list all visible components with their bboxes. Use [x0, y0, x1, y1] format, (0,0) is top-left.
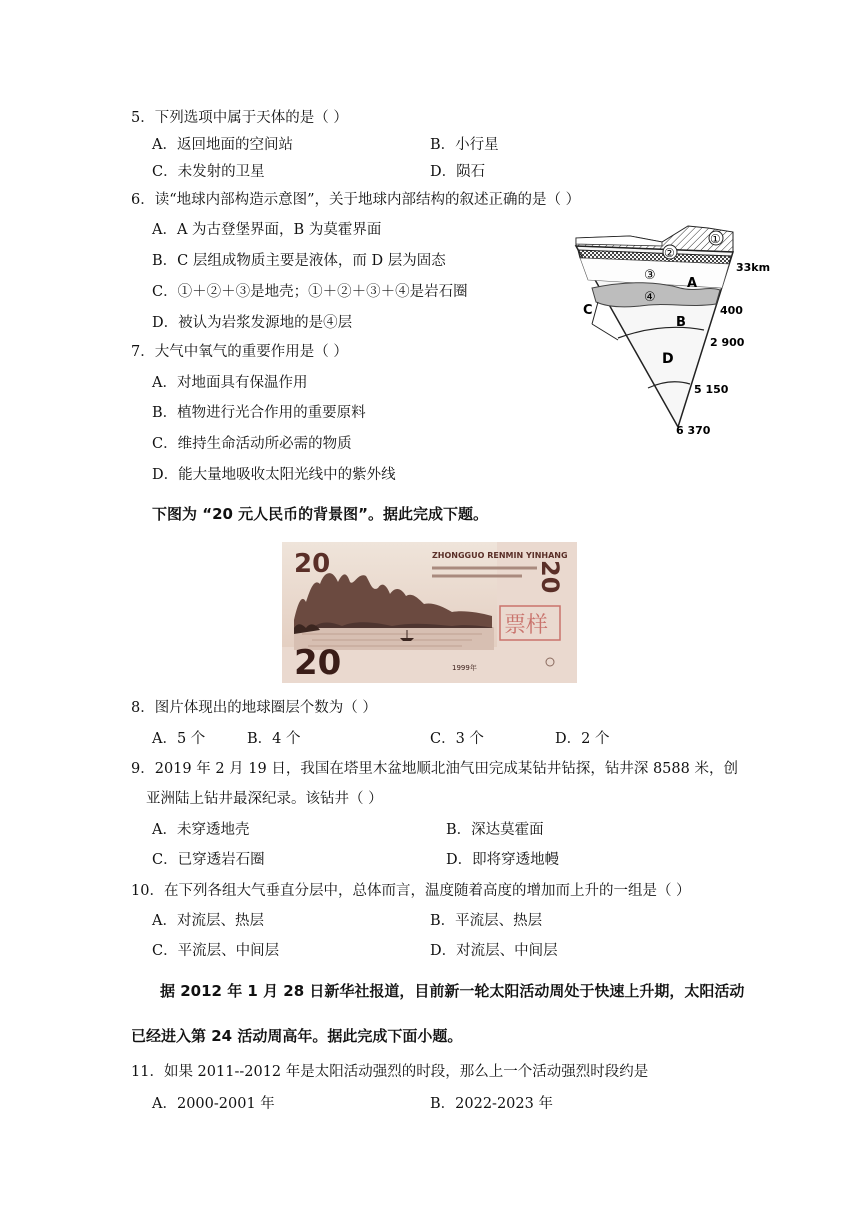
q7-stem: 7．大气中氧气的重要作用是（ ）: [131, 344, 348, 360]
q10-option-b: B．平流层、热层: [430, 913, 543, 929]
q5-option-d: D．陨石: [430, 164, 486, 180]
earth-interior-diagram: [570, 218, 780, 438]
depth-5150: 5 150: [694, 383, 729, 396]
banknote-image: [282, 542, 577, 683]
issue-year: 1999年: [452, 664, 477, 672]
q7-option-d: D．能大量地吸收太阳光线中的紫外线: [152, 467, 396, 483]
q5-option-a: A．返回地面的空间站: [152, 137, 293, 153]
depth-33km: 33km: [736, 261, 771, 274]
depth-400: 400: [720, 304, 743, 317]
q6-option-d: D．被认为岩浆发源地的是④层: [152, 315, 353, 331]
q9-option-c: C．已穿透岩石圈: [152, 852, 265, 868]
q9-stem-line1: 9．2019 年 2 月 19 日，我国在塔里木盆地顺北油气田完成某钻井钻探，钻井深 8588 米，创: [131, 761, 738, 777]
q11-option-a: A．2000-2001 年: [152, 1096, 275, 1112]
depth-2900: 2 900: [710, 336, 745, 349]
layer-1-top-white: [576, 236, 662, 246]
q8-option-c: C．3 个: [430, 731, 484, 747]
bank-name: ZHONGGUO RENMIN YINHANG: [432, 551, 568, 560]
q6-option-b: B．C 层组成物质主要是液体，而 D 层为固态: [152, 253, 446, 269]
label-a: A: [687, 276, 698, 291]
q7-option-c: C．维持生命活动所必需的物质: [152, 436, 352, 452]
q11-stem: 11．如果 2011--2012 年是太阳活动强烈的时段，那么上一个活动强烈时段约是: [131, 1064, 649, 1080]
q10-option-a: A．对流层、热层: [152, 913, 264, 929]
q6-option-c: C．①＋②＋③是地壳；①＋②＋③＋④是岩石圈: [152, 284, 468, 300]
q10-option-c: C．平流层、中间层: [152, 943, 280, 959]
solar-activity-intro-line1: 据 2012 年 1 月 28 日新华社报道，目前新一轮太阳活动周处于快速上升期，太阳活动: [160, 982, 745, 1000]
solar-activity-intro-line2: 已经进入第 24 活动周高年。据此完成下面小题。: [131, 1027, 463, 1045]
q9-option-a: A．未穿透地壳: [152, 822, 250, 838]
q7-option-a: A．对地面具有保温作用: [152, 375, 308, 391]
q10-stem: 10．在下列各组大气垂直分层中，总体而言，温度随着高度的增加而上升的一组是（ ）: [131, 883, 691, 899]
label-3: ③: [644, 268, 656, 283]
denomination-bottom: 20: [294, 643, 342, 683]
bracket-c: [592, 302, 598, 324]
q8-option-a: A．5 个: [152, 731, 206, 747]
denomination-top: 20: [294, 549, 331, 579]
label-c: C: [583, 303, 593, 318]
label-1: ①: [710, 232, 721, 246]
q9-option-d: D．即将穿透地幔: [446, 852, 560, 868]
banknote-intro: 下图为 “20 元人民币的背景图”。据此完成下题。: [152, 505, 489, 523]
q6-stem: 6．读“地球内部构造示意图”，关于地球内部结构的叙述正确的是（ ）: [131, 192, 581, 208]
q11-option-b: B．2022-2023 年: [430, 1096, 553, 1112]
label-4: ④: [644, 290, 656, 305]
denomination-right: 20: [536, 560, 564, 594]
q6-option-a: A．A 为古登堡界面，B 为莫霍界面: [152, 222, 382, 238]
q9-option-b: B．深达莫霍面: [446, 822, 544, 838]
specimen-stamp: 票样: [504, 613, 549, 638]
q5-option-b: B．小行星: [430, 137, 499, 153]
depth-6370: 6 370: [676, 424, 711, 437]
q5-option-c: C．未发射的卫星: [152, 164, 265, 180]
q8-option-d: D．2 个: [555, 731, 610, 747]
q8-option-b: B．4 个: [247, 731, 301, 747]
q10-option-d: D．对流层、中间层: [430, 943, 558, 959]
q9-stem-line2: 亚洲陆上钻井最深纪录。该钻井（ ）: [146, 791, 383, 807]
label-d: D: [662, 351, 674, 367]
q7-option-b: B．植物进行光合作用的重要原料: [152, 405, 366, 421]
label-b: B: [676, 315, 686, 330]
label-2: ②: [664, 246, 675, 260]
q5-stem: 5．下列选项中属于天体的是（ ）: [131, 110, 348, 126]
q8-stem: 8．图片体现出的地球圈层个数为（ ）: [131, 700, 377, 716]
